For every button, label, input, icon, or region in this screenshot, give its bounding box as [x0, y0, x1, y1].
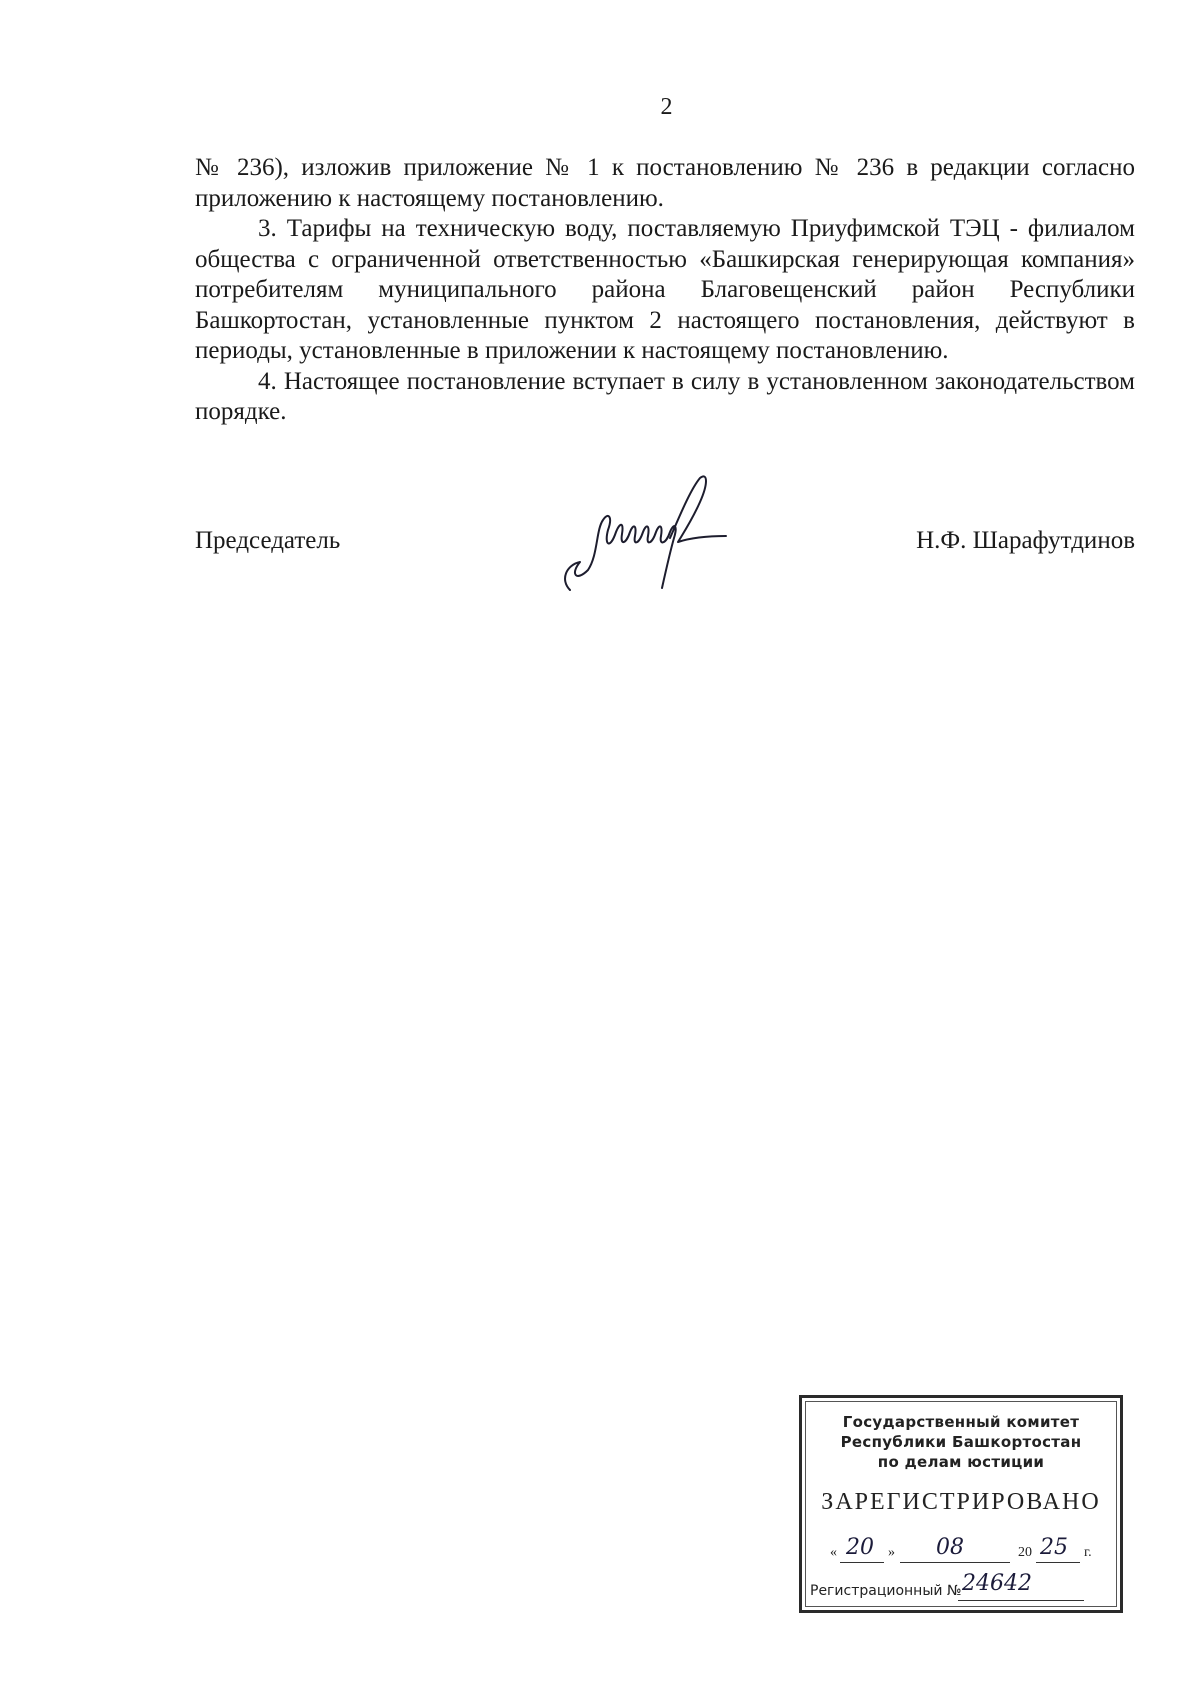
stamp-month-underline	[900, 1562, 1010, 1563]
paragraph-continuation: № 236), изложив приложение № 1 к постановлению № 236 в редакции согласно приложению к настоящему постановлению.	[195, 154, 1135, 212]
page-number: 2	[660, 94, 673, 120]
stamp-date-close-quote: »	[888, 1545, 895, 1560]
stamp-year-underline	[1036, 1562, 1080, 1563]
stamp-org-line: Республики Башкортостан	[840, 1433, 1082, 1451]
stamp-day-underline	[840, 1562, 884, 1563]
signer-name: Н.Ф. Шарафутдинов	[916, 527, 1135, 554]
stamp-date-open-quote: «	[830, 1545, 837, 1560]
stamp-date-day: 20	[846, 1535, 874, 1560]
stamp-org-line: по делам юстиции	[877, 1453, 1045, 1471]
stamp-date-century: 20	[1018, 1545, 1032, 1560]
stamp-status: ЗАРЕГИСТРИРОВАНО	[821, 1489, 1101, 1515]
stamp-date-month: 08	[936, 1535, 964, 1560]
registration-stamp	[799, 1395, 1123, 1613]
stamp-reg-label: Регистрационный №	[810, 1583, 962, 1599]
stamp-date-year: 25	[1040, 1535, 1068, 1560]
paragraph-item-4: 4. Настоящее постановление вступает в силу в установленном законодательством порядке.	[195, 367, 1135, 425]
stamp-org-line: Государственный комитет	[842, 1413, 1080, 1431]
stamp-reg-number: 24642	[962, 1571, 1032, 1596]
signer-title: Председатель	[195, 527, 341, 554]
paragraph-item-3: 3. Тарифы на техническую воду, поставляемую Приуфимской ТЭЦ - филиалом общества с ограниченной ответственностью «Башкирская генерирующая компания» потребителям муниципального района Благовещенский район Республики Башкортостан, установленные пунктом 2 настоящего постановления, действуют в периоды, установленные в приложении к настоящему постановлению.	[195, 215, 1135, 364]
handwritten-signature	[558, 470, 743, 605]
stamp-date-suffix: г.	[1084, 1545, 1092, 1560]
stamp-registration	[810, 1573, 1110, 1603]
stamp-date	[830, 1535, 1100, 1565]
stamp-reg-underline	[958, 1600, 1084, 1601]
document-body	[195, 153, 1135, 428]
stamp-organization	[802, 1412, 1120, 1472]
